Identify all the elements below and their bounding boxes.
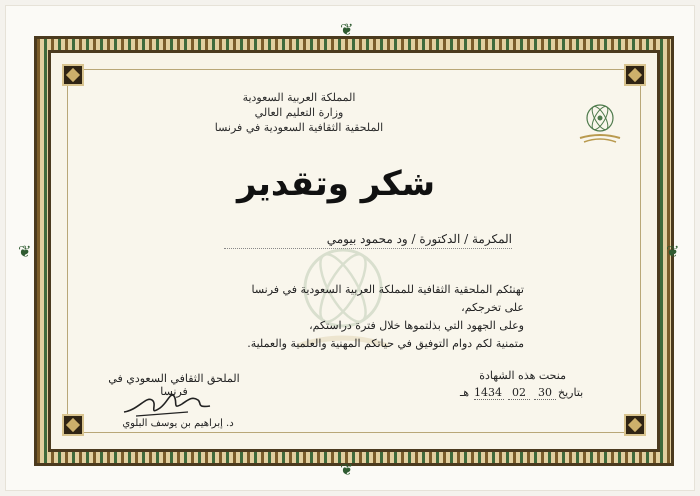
header-line-ministry: وزارة التعليم العالي (254, 106, 344, 119)
ministry-logo-icon (572, 96, 628, 146)
date-day: 30 (538, 386, 552, 399)
right-fleuron-icon: ❦ (666, 242, 680, 261)
left-fleuron-icon: ❦ (18, 242, 32, 261)
date-line (474, 399, 504, 400)
issuer-header (199, 90, 399, 135)
date-row (446, 386, 596, 402)
body-line-1: تهنئكم الملحقية الثقافية للمملكة العربية السعودية في فرنسا على تخرجكم، (251, 283, 524, 314)
signature-image (118, 386, 218, 420)
certificate-sheet (6, 6, 694, 490)
header-line-attache: الملحقية الثقافية السعودية في فرنسا (214, 121, 384, 134)
header-line-country: المملكة العربية السعودية (242, 91, 356, 104)
date-line (508, 399, 530, 400)
date-suffix: هـ (460, 386, 470, 399)
corner-ornament-icon (624, 414, 646, 436)
bottom-fleuron-icon: ❦ (340, 460, 354, 479)
date-label: منحت هذه الشهادة (479, 369, 566, 382)
top-fleuron-icon: ❦ (340, 20, 354, 39)
date-line (534, 399, 556, 400)
date-year: 1434 (474, 386, 502, 399)
body-line-3: متمنية لكم دوام التوفيق في حياتكم المهنية والعلمية والعملية. (247, 337, 524, 350)
date-month: 02 (512, 386, 526, 399)
corner-ornament-icon (62, 414, 84, 436)
signatory-name: د. إبراهيم بن يوسف البلوي (122, 418, 234, 429)
signatory-title: الملحق الثقافي السعودي في فرنسا (108, 372, 240, 398)
certificate-title: شكر وتقدير (236, 164, 436, 204)
corner-ornament-icon (62, 64, 84, 86)
recipient-line: المكرمة / الدكتورة / ود محمود بيومي (224, 232, 512, 249)
certificate-body (236, 281, 524, 353)
date-prefix: بتاريخ (558, 386, 584, 399)
corner-ornament-icon (624, 64, 646, 86)
body-line-2: وعلى الجهود التي بذلتموها خلال فترة دراستكم، (309, 319, 524, 332)
